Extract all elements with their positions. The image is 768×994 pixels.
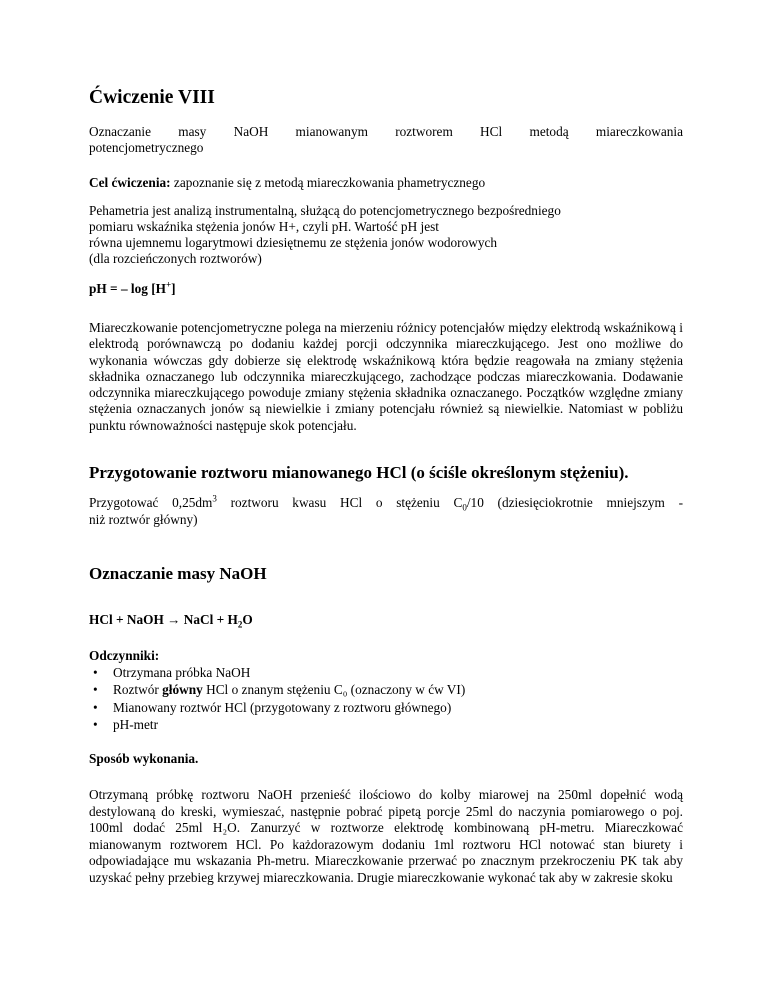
intro-line-3: równa ujemnemu logarytmowi dziesiętnemu ze stężenia jonów wodorowych [89,235,498,250]
bullet-icon: • [93,682,98,698]
intro-line-2: pomiaru wskaźnika stężenia jonów H+, czyli pH. Wartość pH jest [89,219,439,234]
page-title: Ćwiczenie VIII [89,87,215,108]
intro-line-1: Pehametria jest analizą instrumentalną, służącą do potencjometrycznego bezpośredniego [89,203,561,218]
goal-label: Cel ćwiczenia: [89,175,171,190]
titration-paragraph: Miareczkowanie potencjometryczne polega na mierzeniu różnicy potencjałów między elektrodą wskaźnikową i elektrodą porównawczą po dodaniu każdej porcji odczynnika miareczkującego. Jest ono możliwe do wykonania wówczas gdy dobierze się elektrodę wskaźnikową która będzie reagowała na zmiany stężenia składnika oznaczanego lub odczynnika miareczkującego, zachodzące podczas miareczkowania. Dodawanie odczynnika miareczkującego powoduje zmiany stężenia składnika oznaczanego. Początków względne zmiany stężenia oznaczanych jonów są niewielkie i zmiany potencjału również są niewielkie. Natomiast w pobliżu punktu równoważności następuje skok potencjału. [89,320,683,433]
reagents-list [89,664,465,734]
list-item: • Mianowany roztwór HCl (przygotowany z roztworu głównego) [93,699,452,715]
bullet-icon: • [93,717,98,733]
section-heading-naoh: Oznaczanie masy NaOH [89,564,267,583]
list-item: • pH-metr [93,717,159,733]
goal-text: zapoznanie się z metodą miareczkowania phametrycznego [170,175,486,190]
list-item: • Otrzymana próbka NaOH [93,665,251,680]
reaction-equation: HCl + NaOH → NaCl + $H_2O$ [89,612,253,630]
method-paragraph: Otrzymaną próbkę roztworu NaOH przenieść ilościowo do kolby miarowej na 250ml dopełnić wodą destylowaną do kreski, wymieszać, następnie pobrać pipetą porcje 25ml do naczynia pomiarowego o poj. 100ml dodać 25ml H₂O. Zanurzyć w roztworze elektrodę kombinowaną pH-metru. Miareczkować mianowanym roztworem HCl. Po każdorazowym dodaniu 1ml roztworu HCl notować stan biurety i odpowiadające mu wskazania Ph-metru. Miareczkowanie przerwać po znacznym przekroczeniu PK tak aby uzyskać pełny przebieg krzywej miareczkowania. Drugie miareczkowanie wykonać tak aby w zakresie skoku [89,787,683,885]
goal-line [89,175,683,191]
reagents-label: Odczynniki: [89,648,160,663]
bullet-icon: • [93,665,98,680]
ph-formula: pH = – log [H+] [89,279,176,296]
subtitle-line-1: Oznaczanie masy NaOH mianowanym roztworem HCl metodą miareczkowania [89,124,683,139]
intro-line-4: (dla rozcieńczonych roztworów) [89,251,262,266]
preparation-line-2: niż roztwór główny) [89,512,198,527]
list-item: • Roztwór główny HCl o znanym stężeniu C₀ (oznaczony w ćw VI) [93,682,466,698]
section-heading-preparation: Przygotowanie roztworu mianowanego HCl (o ściśle określonym stężeniu). [89,463,629,482]
method-label: Sposób wykonania. [89,751,199,766]
preparation-line-1: Przygotować $0,25dm^3$ roztworu kwasu HCl o stężeniu $C_0/10$ (dziesięciokrotnie mniejszym - [89,493,683,513]
bullet-icon: • [93,699,98,715]
subtitle-line-2: potencjometrycznego [89,140,204,155]
